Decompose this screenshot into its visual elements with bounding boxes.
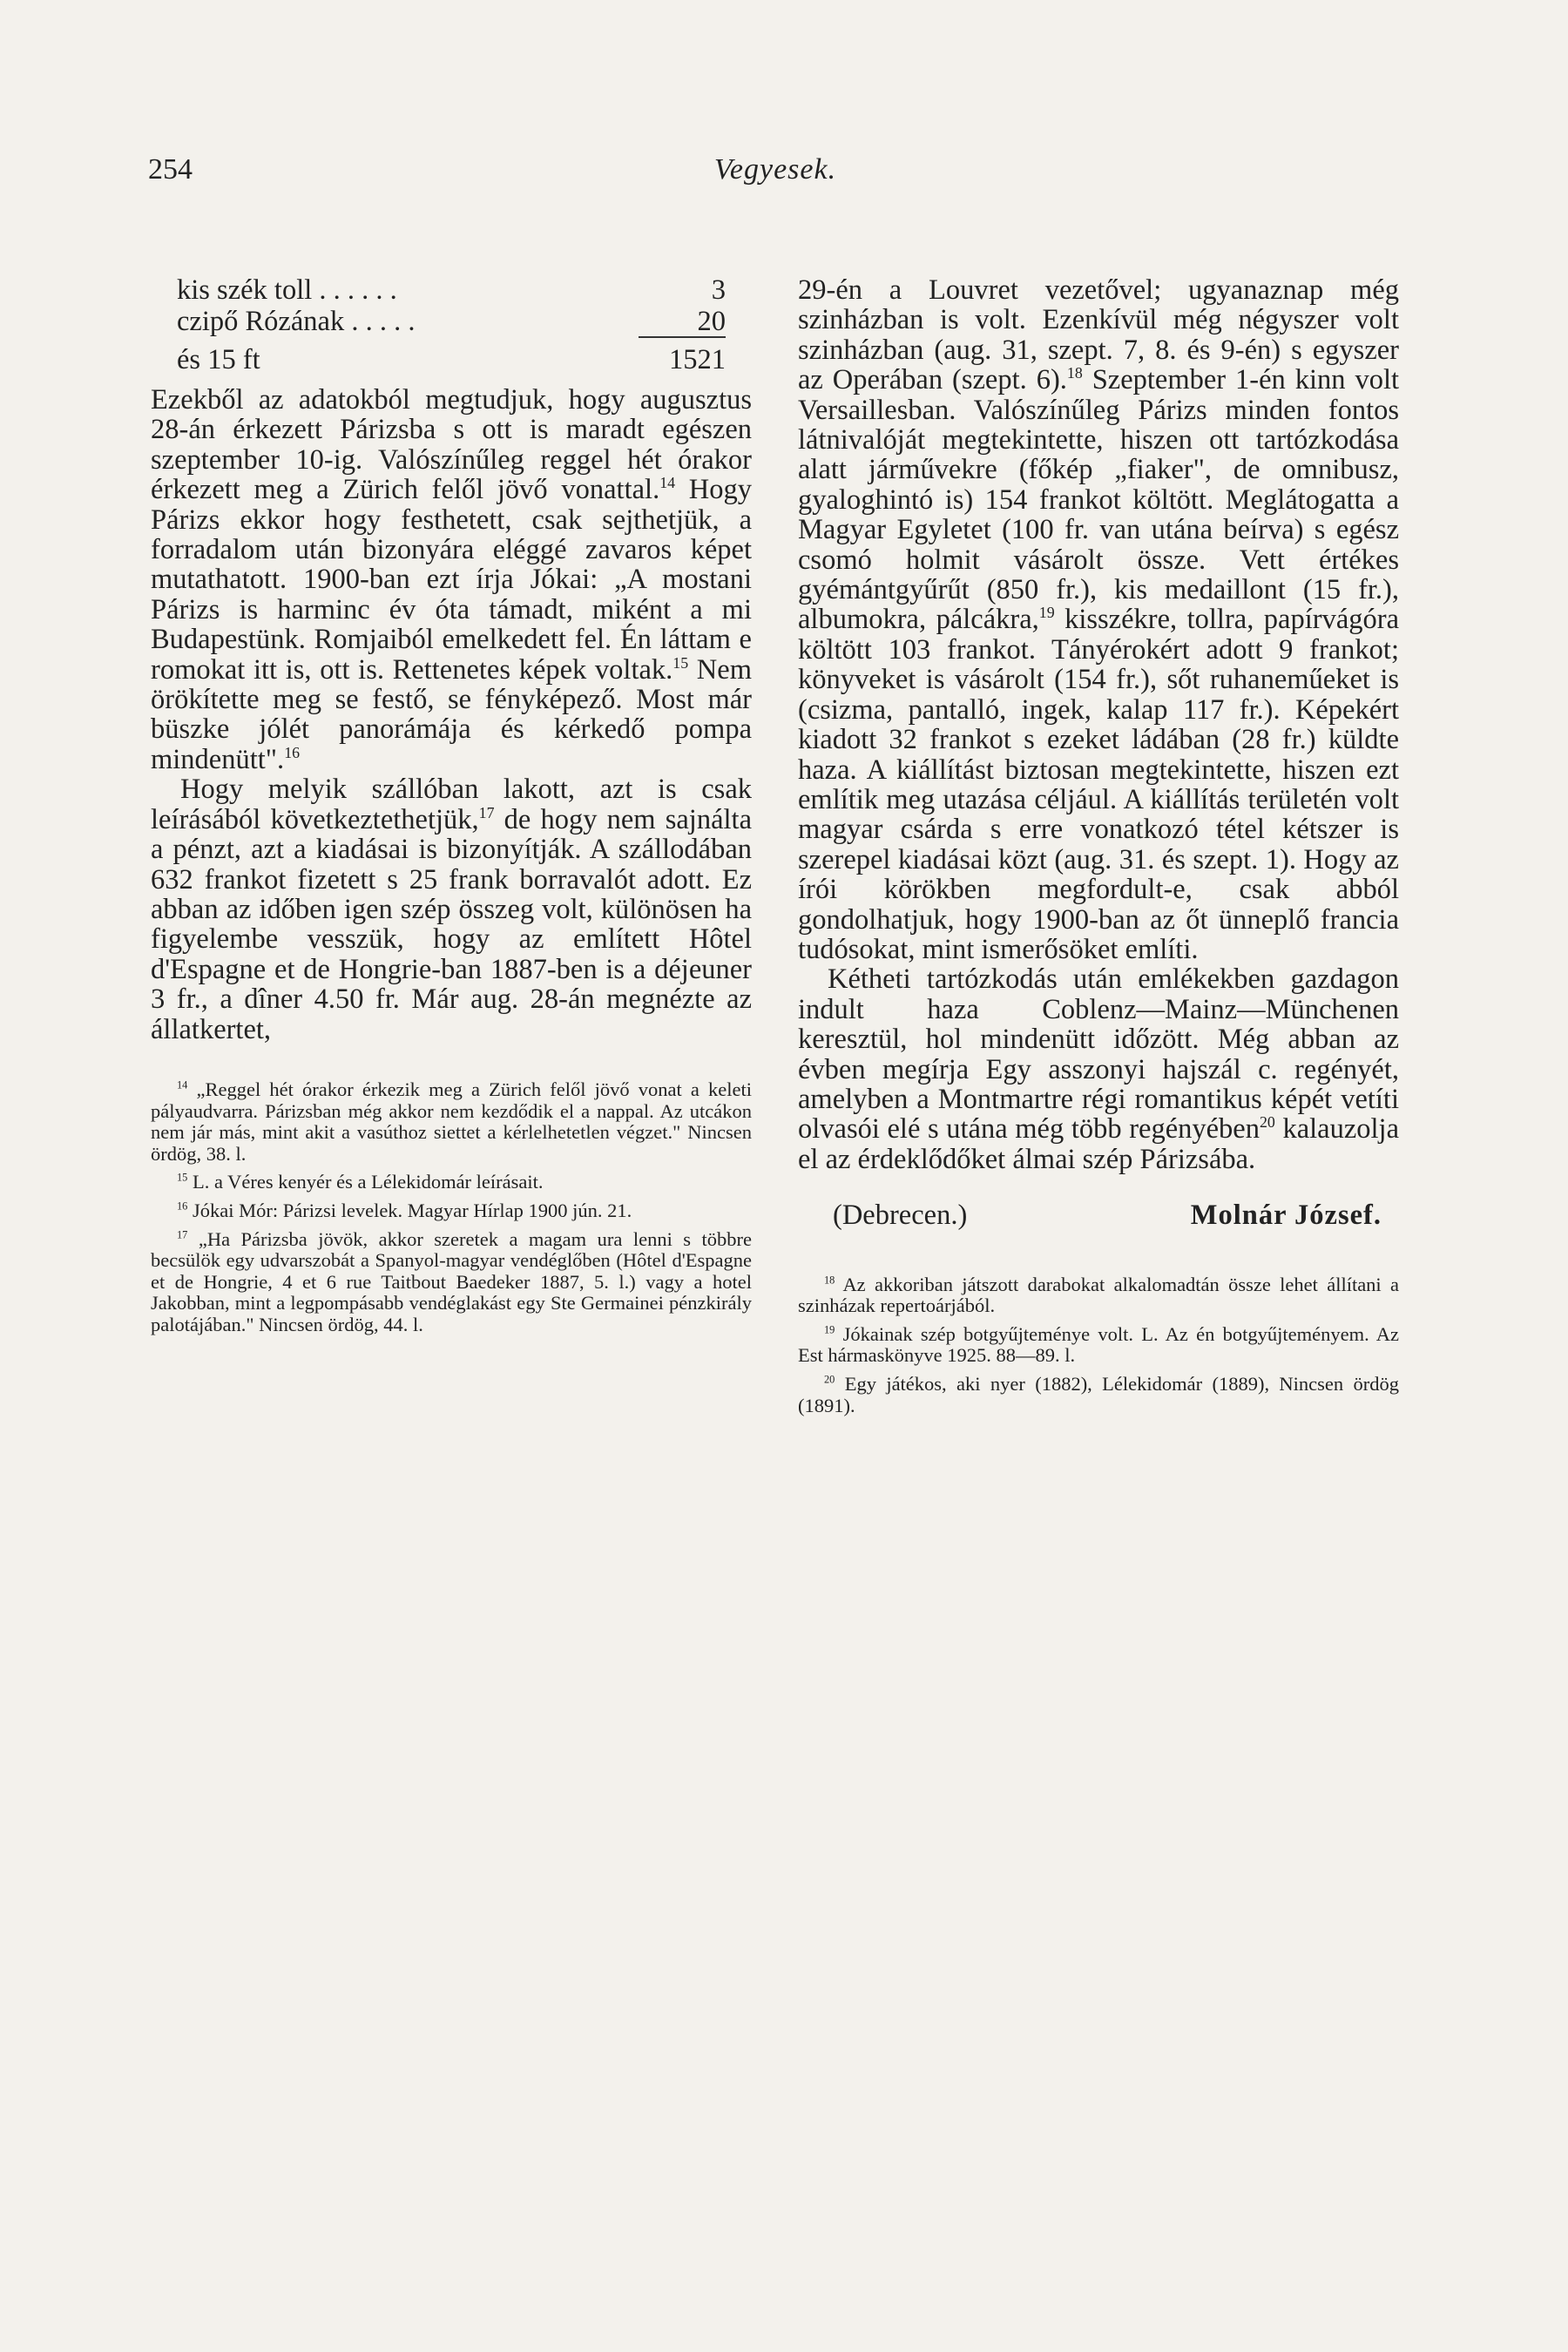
footnote: $^{16}$ Jókai Mór: Párizsi levelek. Magyar Hírlap 1900 jún. 21. xyxy=(177,1199,632,1221)
body-paragraph: Ezekből az adatokból megtudjuk, hogy augusztus 28-án érkezett Párizsba s ott is maradt egészen szeptember 10-ig. Valószínűleg reggel hét órakor érkezett meg a Zürich felől jövő vonattal.$^{14}$ Hogy Párizs ekkor hogy festhetett, csak sejthetjük, a forradalom után bizonyára eléggé zavaros képet mutathatott. 1900-ban ezt írja Jókai: „A mostani Párizs is harminc év óta támadt, miként a mi Budapestünk. Romjaiból emelkedett fel. Én láttam e romokat itt is, ott is. Rettenetes képek voltak.$^{15}$ Nem örökítette meg se festő, se fényképező. Most már büszke jólét panorámája és kérkedő pompa mindenütt".$^{16}$ xyxy=(151,384,752,775)
signature-place: (Debrecen.) xyxy=(833,1200,968,1232)
page-number: 254 xyxy=(148,153,193,186)
body-paragraph: Kétheti tartózkodás után emlékekben gazdagon indult haza Coblenz—Mainz—Münchenen keresztül, hol mindenütt időzött. Még abban az évben megírja Egy asszonyi hajszál c. regényét, amelyben a Montmartre régi romantikus képét vetíti olvasói elé s utána még több regényében$^{20}$ kalauzolja el az érdeklődőket álmai szép Párizsába. xyxy=(798,963,1399,1175)
tally-total-row xyxy=(177,345,726,376)
author-name: Molnár József. xyxy=(1190,1200,1382,1232)
footnotes xyxy=(151,1079,752,1336)
signature-line xyxy=(833,1200,1382,1230)
footnote: $^{14}$ „Reggel hét órakor érkezik meg a Zürich felől jövő vonat a keleti pályaudvarra. Párizsban még akkor nem kezdődik el a nappal. Az utcákon nem jár más, mint akit a vasúthoz siettet a kérlelhetetlen végzet." Nincsen ördög, 38. l. xyxy=(151,1078,753,1165)
tally-row xyxy=(177,307,726,338)
footnote-ref: 14 xyxy=(659,474,676,492)
body-paragraph: Hogy melyik szállóban lakott, azt is csak leírásából következtethetjük,$^{17}$ de hogy nem sajnálta a pénzt, azt a kiadásai is bizonyítják. A szállodában 632 frankot fizetett s 25 frank borravalót adott. Ez abban az időben igen szép összeg volt, különösen ha figyelembe vesszük, hogy az említett Hôtel d'Espagne et de Hongrie-ban 1887-ben is a déjeuner 3 fr., a dîner 4.50 fr. Már aug. 28-án megnézte az állatkertet, xyxy=(151,774,752,1045)
tally-label: kis szék toll . . . . . . xyxy=(177,274,397,306)
right-column xyxy=(798,275,1399,1423)
tally-label: czipő Rózának . . . . . xyxy=(177,306,416,337)
tally-label: és 15 ft xyxy=(177,344,260,375)
footnote-ref: 20 xyxy=(1259,1113,1275,1132)
footnote: $^{19}$ Jókainak szép botgyűjteménye volt. L. Az én botgyűjteményem. Az Est hármaskönyve 1925. 88—89. l. xyxy=(798,1322,1399,1367)
expense-tally xyxy=(177,275,882,376)
footnote: $^{18}$ Az akkoriban játszott darabokat alkalomadtán össze lehet állítani a szinházak repertoárjából. xyxy=(798,1273,1399,1317)
footnote-ref: 15 xyxy=(672,653,689,672)
footnote: $^{15}$ L. a Véres kenyér és a Lélekidomár leírásait. xyxy=(177,1171,544,1193)
footnote-ref: 18 xyxy=(1066,364,1083,382)
footnote-ref: 16 xyxy=(284,744,301,762)
footnote: $^{17}$ „Ha Párizsba jövök, akkor szeretek a magam ura lenni s többre becsülök egy udvarszobát a Spanyol-magyar vendéglőben (Hôtel d'Espagne et de Hongrie, 4 et 6 rue Taitbout Baedeker 1887, 5. l.) vagy a hotel Jakobban, mint a legpompásabb vendéglakást egy Ste Germainei pénzkirály palotájában." Nincsen ördög, 44. l. xyxy=(151,1227,753,1335)
left-column xyxy=(151,275,752,1342)
footnotes xyxy=(798,1274,1399,1417)
tally-amount: 20 xyxy=(639,307,726,338)
footnote-ref: 17 xyxy=(478,803,495,821)
tally-row xyxy=(177,275,726,307)
footnote: $^{20}$ Egy játékos, aki nyer (1882), Lélekidomár (1889), Nincsen ördög (1891). xyxy=(798,1372,1399,1416)
tally-amount: 1521 xyxy=(669,344,726,375)
running-title: Vegyesek. xyxy=(713,153,837,186)
page-header xyxy=(148,153,1402,197)
footnote-ref: 19 xyxy=(1038,604,1055,622)
tally-amount: 3 xyxy=(711,274,726,306)
body-paragraph: 29-én a Louvret vezetővel; ugyanaznap még szinházban is volt. Ezenkívül még négyszer volt szinházban (aug. 31, szept. 7, 8. és 9-én) s egyszer az Operában (szept. 6).$^{18}$ Szeptember 1-én kinn volt Versaillesban. Valószínűleg Párizs minden fontos látnivalóját megtekintette, hiszen ott tartózkodása alatt járművekre (főkép „fiaker", de omnibusz, gyaloghintó is) 154 frankot költött. Meglátogatta a Magyar Egyletet (100 fr. van utána beírva) s egész csomó holmit vásárolt össze. Vett értékes gyémántgyűrűt (850 fr.), kis medaillont (15 fr.), albumokra, pálcákra,$^{19}$ kisszékre, tollra, papírvágóra költött 103 frankot. Tányérokért adott 9 frankot; könyveket is vásárolt (154 fr.), sőt ruhaneműeket is (csizma, pantalló, ingek, kalap 117 fr.). Képekért kiadott 32 frankot s ezeket ládában (28 fr.) küldte haza. A kiállítást biztosan megtekintette, hiszen ezt említik meg utazása céljául. A kiállítás területén volt magyar csárda s erre vonatkozó tétel kétszer is szerepel kiadásai közt (aug. 31. és szept. 1). Hogy az írói körökben megfordult-e, csak abból gondolhatjuk, hogy 1900-ban az őt ünneplő francia tudósokat, mint ismerősöket említi. xyxy=(798,274,1400,965)
